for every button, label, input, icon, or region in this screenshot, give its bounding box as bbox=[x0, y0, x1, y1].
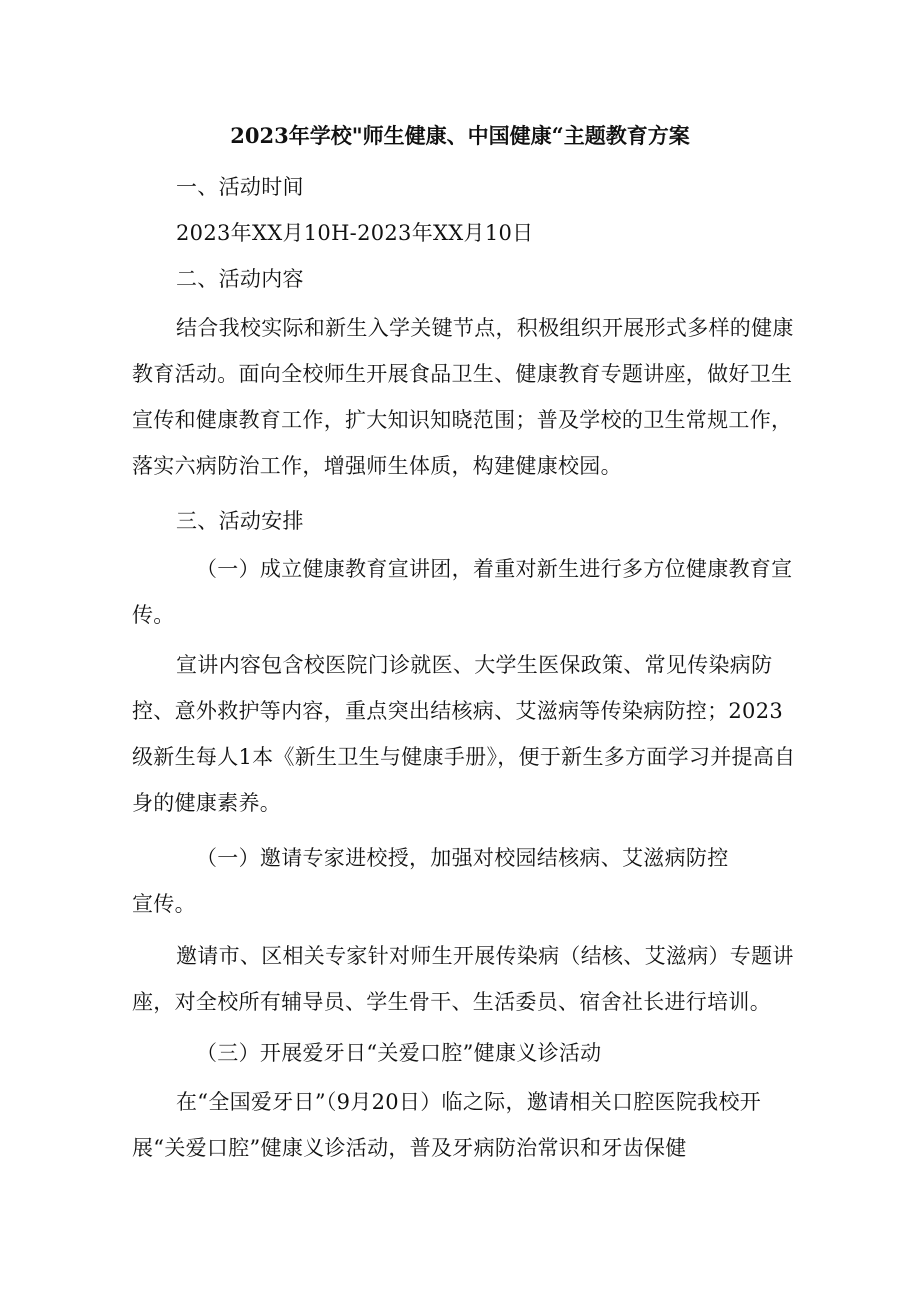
section-heading-content: 二、活动内容 bbox=[176, 267, 304, 291]
paragraph-lecture-content: 宣讲内容包含校医院门诊就医、大学生医保政策、常见传染病防控、意外救护等内容，重点突出结核病、艾滋病等传染病防控；2023级新生每人1本《新生卫生与健康手册》，便于新生多方面学习并提高自身的健康素养。 bbox=[132, 653, 796, 815]
subheading-expert-invite: （一）邀请专家进校授，加强对校园结核病、艾滋病防控宣传。 bbox=[132, 846, 729, 916]
paragraph-content: 结合我校实际和新生入学关键节点，积极组织开展形式多样的健康教育活动。面向全校师生开展食品卫生、健康教育专题讲座，做好卫生宣传和健康教育工作，扩大知识知晓范围；普及学校的卫生常规工作，落实六病防治工作，增强师生体质，构建健康校园。 bbox=[132, 316, 794, 478]
section-heading-arrangement: 三、活动安排 bbox=[176, 509, 304, 533]
document-title: 2023年学校"师生健康、中国健康“主题教育方案 bbox=[230, 123, 690, 148]
subheading-dental-day: （三）开展爱牙日“关爱口腔”健康义诊活动 bbox=[196, 1041, 602, 1065]
paragraph-expert-training: 邀请市、区相关专家针对师生开展传染病（结核、艾滋病）专题讲座，对全校所有辅导员、学生骨干、生活委员、宿舍社长进行培训。 bbox=[132, 944, 794, 1014]
activity-time-range: 2023年XX月10H-2023年XX月10日 bbox=[176, 221, 534, 245]
subheading-lecture-team: （一）成立健康教育宣讲团，着重对新生进行多方位健康教育宣传。 bbox=[132, 557, 793, 627]
paragraph-dental-day: 在“全国爱牙日”（9月20日）临之际，邀请相关口腔医院我校开展“关爱口腔”健康义诊活动，普及牙病防治常识和牙齿保健 bbox=[132, 1090, 762, 1160]
section-heading-time: 一、活动时间 bbox=[176, 175, 304, 199]
